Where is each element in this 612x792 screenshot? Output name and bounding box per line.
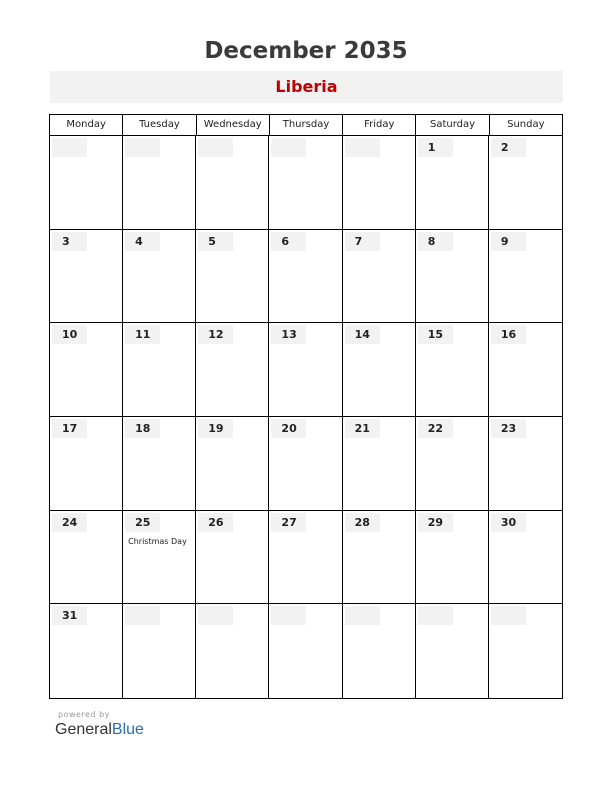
day-number: 13 <box>271 325 306 344</box>
day-cell <box>269 604 342 698</box>
day-cell <box>123 136 196 230</box>
day-number: 23 <box>491 419 526 438</box>
day-cell <box>343 136 416 230</box>
weekday-thursday: Thursday <box>270 115 343 135</box>
day-number <box>125 138 160 157</box>
day-cell <box>489 230 562 324</box>
day-number <box>491 606 526 625</box>
holiday-label: Christmas Day <box>128 536 187 546</box>
day-cell <box>343 511 416 605</box>
day-number <box>198 606 233 625</box>
day-number: 2 <box>491 138 526 157</box>
day-cell <box>123 511 196 605</box>
logo-general-text: General <box>55 721 112 738</box>
weekday-sunday: Sunday <box>507 119 545 130</box>
day-number: 16 <box>491 325 526 344</box>
day-number: 3 <box>52 232 87 251</box>
day-cell <box>489 511 562 605</box>
day-cell <box>489 604 562 698</box>
day-cell <box>269 136 342 230</box>
day-cell <box>269 323 342 417</box>
weekday-header <box>50 115 562 136</box>
day-number: 25 <box>125 513 160 532</box>
country-name: Liberia <box>275 77 338 96</box>
day-cell <box>196 230 269 324</box>
day-number: 21 <box>345 419 380 438</box>
day-cell <box>196 604 269 698</box>
day-cell <box>50 604 123 698</box>
day-number <box>345 606 380 625</box>
day-cell <box>343 604 416 698</box>
day-number: 26 <box>198 513 233 532</box>
day-cell <box>196 136 269 230</box>
day-number: 28 <box>345 513 380 532</box>
logo-blue-text: Blue <box>111 721 144 738</box>
day-cell <box>269 230 342 324</box>
day-number <box>198 138 233 157</box>
day-number: 19 <box>198 419 233 438</box>
day-number: 17 <box>52 419 87 438</box>
day-grid <box>50 136 562 698</box>
day-cell <box>269 511 342 605</box>
day-number: 30 <box>491 513 526 532</box>
day-cell <box>50 511 123 605</box>
day-cell <box>343 323 416 417</box>
day-number: 8 <box>418 232 453 251</box>
day-number: 1 <box>418 138 453 157</box>
weekday-wednesday: Wednesday <box>197 115 270 135</box>
country-banner <box>50 71 563 103</box>
weekday-saturday: Saturday <box>416 115 489 135</box>
weekday-tuesday: Tuesday <box>123 115 196 135</box>
day-cell <box>123 230 196 324</box>
day-number: 22 <box>418 419 453 438</box>
day-cell <box>489 323 562 417</box>
day-number: 31 <box>52 606 87 625</box>
weekday-friday: Friday <box>343 115 416 135</box>
day-number: 18 <box>125 419 160 438</box>
day-cell <box>416 604 489 698</box>
day-cell <box>196 417 269 511</box>
day-cell <box>196 511 269 605</box>
day-number: 11 <box>125 325 160 344</box>
day-number <box>271 138 306 157</box>
day-cell <box>50 230 123 324</box>
day-cell <box>123 604 196 698</box>
day-number <box>345 138 380 157</box>
day-cell <box>123 417 196 511</box>
day-number <box>52 138 87 157</box>
weekday-monday: Monday <box>50 115 123 135</box>
day-cell <box>50 323 123 417</box>
day-number <box>271 606 306 625</box>
day-cell <box>269 417 342 511</box>
day-number: 10 <box>52 325 87 344</box>
day-number: 6 <box>271 232 306 251</box>
day-cell <box>343 417 416 511</box>
day-number: 29 <box>418 513 453 532</box>
day-cell <box>416 136 489 230</box>
day-cell <box>416 417 489 511</box>
day-number: 14 <box>345 325 380 344</box>
day-number: 5 <box>198 232 233 251</box>
day-number: 24 <box>52 513 87 532</box>
day-number <box>418 606 453 625</box>
day-cell <box>196 323 269 417</box>
day-cell <box>50 136 123 230</box>
day-cell <box>343 230 416 324</box>
day-number: 15 <box>418 325 453 344</box>
day-cell <box>123 323 196 417</box>
day-cell <box>416 230 489 324</box>
day-number: 4 <box>125 232 160 251</box>
powered-by-text: powered by <box>58 710 110 719</box>
day-cell <box>50 417 123 511</box>
calendar-grid <box>49 114 563 699</box>
day-number: 27 <box>271 513 306 532</box>
day-number: 9 <box>491 232 526 251</box>
generalblue-logo[interactable] <box>55 721 144 739</box>
day-number: 12 <box>198 325 233 344</box>
day-cell <box>489 417 562 511</box>
day-number <box>125 606 160 625</box>
day-number: 20 <box>271 419 306 438</box>
day-cell <box>416 511 489 605</box>
day-number: 7 <box>345 232 380 251</box>
day-cell <box>416 323 489 417</box>
day-cell <box>489 136 562 230</box>
calendar-title: December 2035 <box>204 38 408 64</box>
